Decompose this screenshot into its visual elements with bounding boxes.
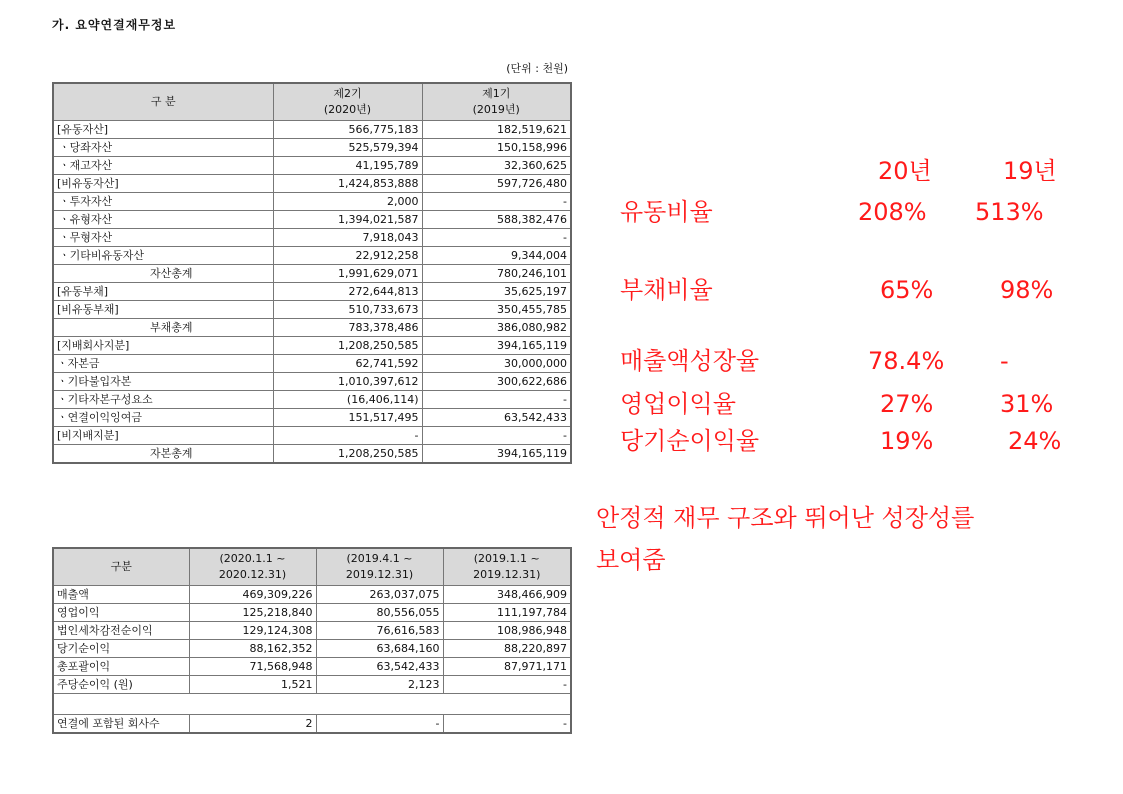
value-2020: 125,218,840: [189, 604, 316, 622]
is-header-2020-line2: 2020.12.31): [218, 568, 287, 581]
row-label: [비유동자산]: [53, 175, 273, 193]
row-label: 영업이익: [53, 604, 189, 622]
value-2020: 2: [189, 715, 316, 734]
value-2020: (16,406,114): [273, 391, 422, 409]
table-row: [53, 622, 571, 640]
value-2019: 386,080,982: [422, 319, 571, 337]
metric-value-2020: 65%: [880, 276, 934, 304]
metric-label: 유동비율: [620, 198, 713, 226]
value-2019-apr: 263,037,075: [316, 586, 443, 604]
value-2020: 88,162,352: [189, 640, 316, 658]
value-2020: 1,521: [189, 676, 316, 694]
value-2020: 1,394,021,587: [273, 211, 422, 229]
value-2020: 1,208,250,585: [273, 445, 422, 464]
table-row: [53, 247, 571, 265]
row-label: 법인세차감전순이익: [53, 622, 189, 640]
row-label: 매출액: [53, 586, 189, 604]
row-label: 자산총계: [53, 265, 273, 283]
metric-value-2020: 27%: [880, 390, 934, 418]
value-2019-apr: 80,556,055: [316, 604, 443, 622]
balance-sheet-body: [53, 121, 571, 464]
is-header-2020-line1: (2020.1.1 ~: [219, 552, 286, 565]
value-2019-jan: 87,971,171: [443, 658, 571, 676]
row-label: ㆍ자본금: [53, 355, 273, 373]
value-2019: 588,382,476: [422, 211, 571, 229]
value-2019: 394,165,119: [422, 445, 571, 464]
header-period-2-line2: (2020년): [323, 103, 372, 116]
table-row: [53, 301, 571, 319]
metric-value-2019: 31%: [1000, 390, 1054, 418]
section-title: 가. 요약연결재무정보: [52, 18, 177, 32]
value-2019-jan: 108,986,948: [443, 622, 571, 640]
value-2019: 597,726,480: [422, 175, 571, 193]
subsidiaries-row: [53, 715, 571, 734]
is-header-2020: [189, 548, 316, 586]
row-label: ㆍ투자자산: [53, 193, 273, 211]
table-row: [53, 658, 571, 676]
table-row: [53, 409, 571, 427]
value-2020: 783,378,486: [273, 319, 422, 337]
metric-value-2019: 513%: [975, 198, 1044, 226]
value-2019: 780,246,101: [422, 265, 571, 283]
value-2019: 9,344,004: [422, 247, 571, 265]
row-label: ㆍ무형자산: [53, 229, 273, 247]
value-2019-jan: 111,197,784: [443, 604, 571, 622]
balance-sheet-table: [52, 82, 572, 464]
table-row: [53, 211, 571, 229]
value-2019-apr: 63,542,433: [316, 658, 443, 676]
row-label: 주당순이익 (원): [53, 676, 189, 694]
value-2019: 30,000,000: [422, 355, 571, 373]
value-2019: 63,542,433: [422, 409, 571, 427]
spacer-cell: [53, 694, 571, 715]
value-2019-jan: 88,220,897: [443, 640, 571, 658]
value-2020: -: [273, 427, 422, 445]
table-row: [53, 640, 571, 658]
is-header-2019-apr-line2: 2019.12.31): [345, 568, 414, 581]
value-2020: 151,517,495: [273, 409, 422, 427]
value-2019: -: [422, 427, 571, 445]
spacer-row: [53, 694, 571, 715]
table-row: [53, 604, 571, 622]
conclusion-line2: 보여줌: [596, 546, 666, 574]
row-label: 부채총계: [53, 319, 273, 337]
table-row: [53, 283, 571, 301]
value-2019: 300,622,686: [422, 373, 571, 391]
row-label: 자본총계: [53, 445, 273, 464]
table-row: [53, 229, 571, 247]
row-label: ㆍ재고자산: [53, 157, 273, 175]
value-2020: 2,000: [273, 193, 422, 211]
is-header-2019-jan-line1: (2019.1.1 ~: [473, 552, 540, 565]
value-2020: 1,991,629,071: [273, 265, 422, 283]
value-2020: 566,775,183: [273, 121, 422, 139]
value-2020: 525,579,394: [273, 139, 422, 157]
row-label: 당기순이익: [53, 640, 189, 658]
value-2020: 510,733,673: [273, 301, 422, 319]
value-2019: 32,360,625: [422, 157, 571, 175]
value-2019: 150,158,996: [422, 139, 571, 157]
metric-label: 당기순이익율: [620, 427, 760, 455]
value-2019-apr: 76,616,583: [316, 622, 443, 640]
row-label: 연결에 포함된 회사수: [53, 715, 189, 734]
table-row: [53, 121, 571, 139]
value-2020: 129,124,308: [189, 622, 316, 640]
metric-label: 매출액성장율: [620, 347, 760, 375]
table-row: [53, 355, 571, 373]
year-header-2019: 19년: [1003, 157, 1057, 185]
row-label: ㆍ기타불입자본: [53, 373, 273, 391]
metric-value-2019: 98%: [1000, 276, 1054, 304]
value-2020: 71,568,948: [189, 658, 316, 676]
table-row: [53, 586, 571, 604]
row-label: [비유동부채]: [53, 301, 273, 319]
unit-label: (단위 : 천원): [506, 62, 568, 75]
table-row: [53, 337, 571, 355]
row-label: [비지배지분]: [53, 427, 273, 445]
value-2020: 1,208,250,585: [273, 337, 422, 355]
value-2019-jan: -: [443, 715, 571, 734]
value-2020: 1,424,853,888: [273, 175, 422, 193]
value-2020: 22,912,258: [273, 247, 422, 265]
income-statement-body: [53, 586, 571, 734]
table-row: [53, 193, 571, 211]
row-label: [유동부채]: [53, 283, 273, 301]
conclusion-line1: 안정적 재무 구조와 뛰어난 성장성를: [596, 504, 975, 532]
value-2019-apr: 63,684,160: [316, 640, 443, 658]
value-2020: 41,195,789: [273, 157, 422, 175]
metric-value-2020: 19%: [880, 427, 934, 455]
value-2019-jan: -: [443, 676, 571, 694]
metric-value-2019: 24%: [1008, 427, 1062, 455]
row-label: [유동자산]: [53, 121, 273, 139]
value-2020: 62,741,592: [273, 355, 422, 373]
metric-value-2020: 208%: [858, 198, 927, 226]
table-row: [53, 445, 571, 464]
value-2019: -: [422, 229, 571, 247]
value-2020: 1,010,397,612: [273, 373, 422, 391]
table-row: [53, 157, 571, 175]
income-statement-table: [52, 547, 572, 734]
value-2019: -: [422, 193, 571, 211]
value-2020: 7,918,043: [273, 229, 422, 247]
table-row: [53, 676, 571, 694]
is-header-2019-jan-line2: 2019.12.31): [473, 568, 541, 581]
header-period-2: [273, 83, 422, 121]
value-2019-jan: 348,466,909: [443, 586, 571, 604]
table-row: [53, 373, 571, 391]
row-label: ㆍ기타비유동자산: [53, 247, 273, 265]
row-label: ㆍ연결이익잉여금: [53, 409, 273, 427]
row-label: [지배회사지분]: [53, 337, 273, 355]
header-period-2-line1: 제2기: [333, 87, 362, 100]
header-item: 구 분: [53, 83, 273, 121]
table-row: [53, 175, 571, 193]
table-row: [53, 427, 571, 445]
is-header-2019-apr: [316, 548, 443, 586]
value-2020: 272,644,813: [273, 283, 422, 301]
table-row: [53, 319, 571, 337]
header-period-1-line1: 제1기: [482, 87, 511, 100]
metric-value-2020: 78.4%: [868, 347, 945, 375]
row-label: 총포괄이익: [53, 658, 189, 676]
value-2019: -: [422, 391, 571, 409]
table-row: [53, 139, 571, 157]
value-2019: 350,455,785: [422, 301, 571, 319]
table-row: [53, 391, 571, 409]
row-label: ㆍ유형자산: [53, 211, 273, 229]
value-2019-apr: -: [316, 715, 443, 734]
value-2019-apr: 2,123: [316, 676, 443, 694]
value-2020: 469,309,226: [189, 586, 316, 604]
value-2019: 35,625,197: [422, 283, 571, 301]
is-header-2019-apr-line1: (2019.4.1 ~: [346, 552, 413, 565]
metric-label: 부채비율: [620, 276, 713, 304]
table-row: [53, 265, 571, 283]
is-header-item: 구분: [53, 548, 189, 586]
value-2019: 394,165,119: [422, 337, 571, 355]
metric-value-2019: -: [1000, 347, 1009, 375]
header-period-1: [422, 83, 571, 121]
header-period-1-line2: (2019년): [472, 103, 520, 116]
row-label: ㆍ기타자본구성요소: [53, 391, 273, 409]
row-label: ㆍ당좌자산: [53, 139, 273, 157]
is-header-2019-jan: [443, 548, 571, 586]
year-header-2020: 20년: [878, 157, 932, 185]
metric-label: 영업이익율: [620, 390, 736, 418]
value-2019: 182,519,621: [422, 121, 571, 139]
